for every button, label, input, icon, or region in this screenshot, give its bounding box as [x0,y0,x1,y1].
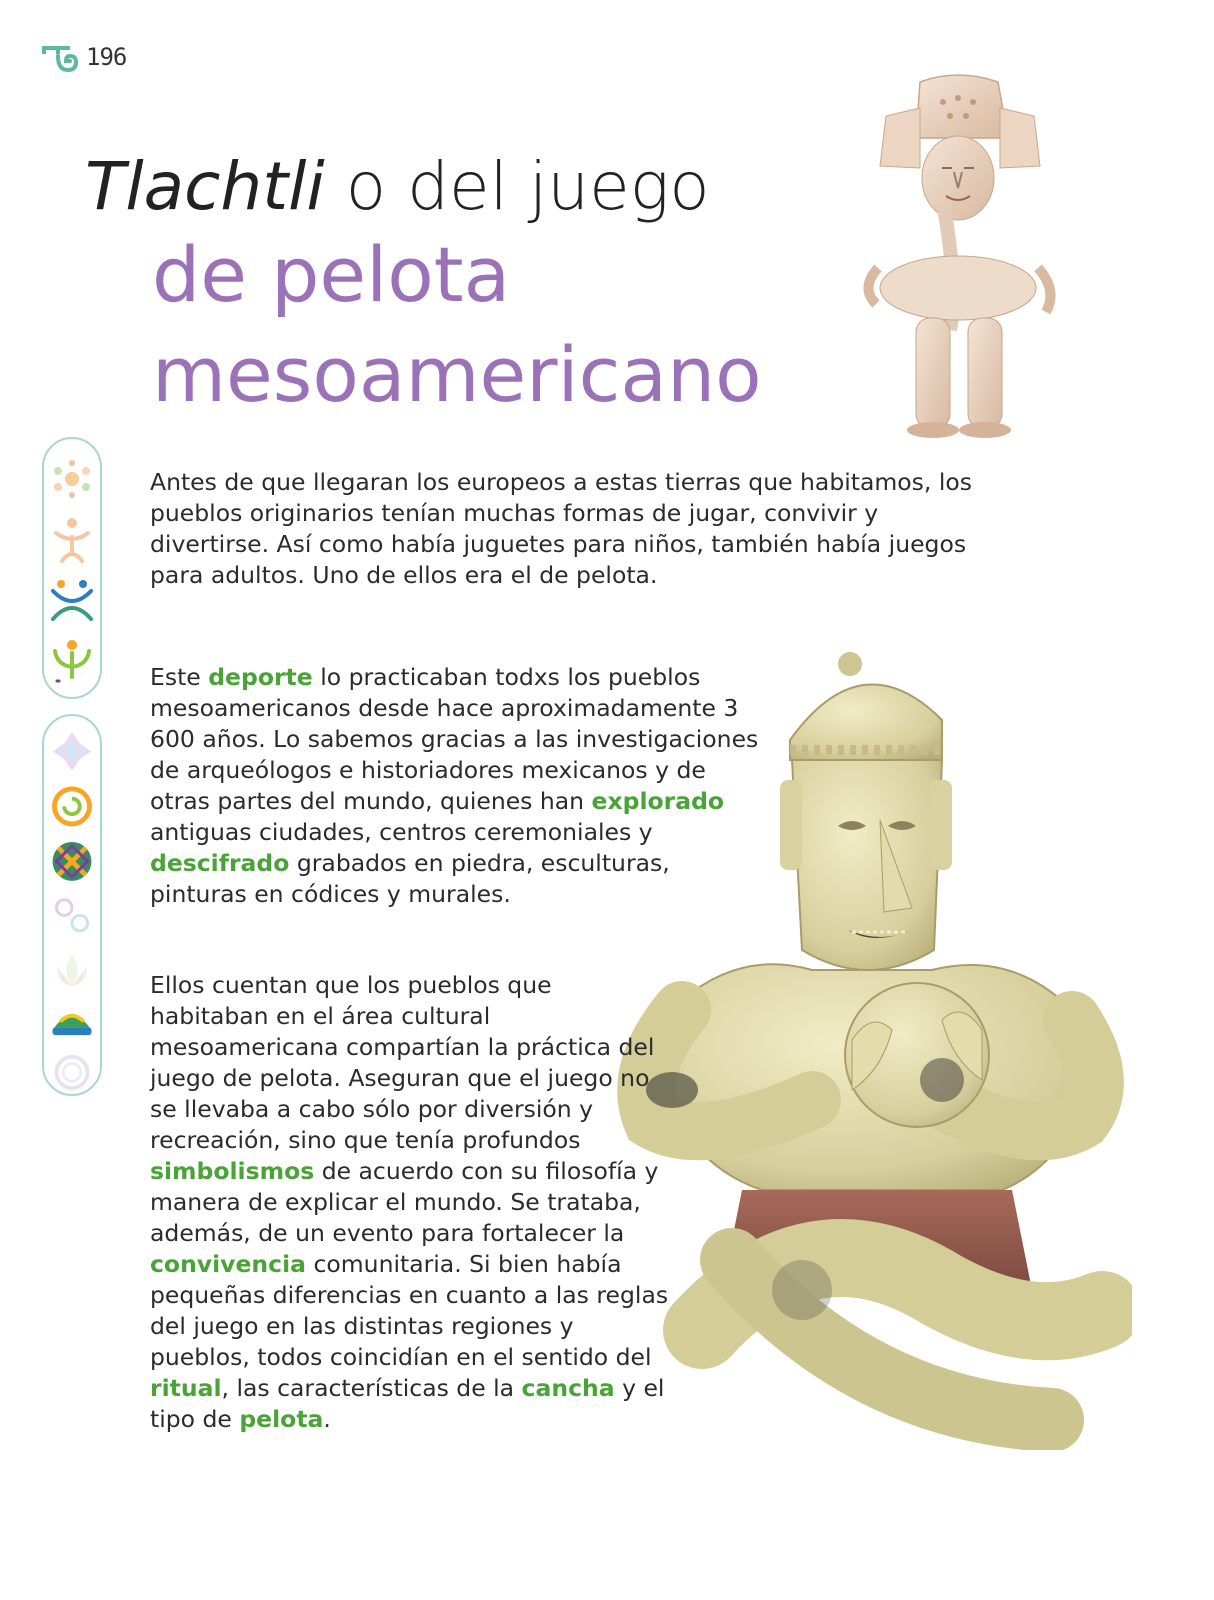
linked-rings-icon [50,894,94,937]
woven-square-icon [50,840,94,883]
keyword-explorado: explorado [591,787,725,815]
ballplayer-figurine-large [612,650,1132,1450]
keyword-deporte: deporte [208,663,313,691]
keyword-cancha: cancha [521,1374,615,1402]
lotus-icon [50,949,94,992]
dome-icon [50,1004,94,1039]
title-line-1 [85,148,710,225]
title-italic: Tlachtli [85,148,325,225]
sidebar-group-1 [42,437,102,699]
keyword-descifrado: descifrado [150,849,290,877]
keyword-ritual: ritual [150,1374,222,1402]
paragraph-deporte: Este deporte lo practicaban todxs los pueblos mesoamericanos desde hace aproximadamente 3 600 años. Lo sabemos gracias a las investigaciones de arqueólogos e historiadores mexicanos y de otras partes del mundo, quienes han explorado antiguas ciudades, centros ceremoniales y descifrado grabados en piedra, esculturas, pinturas en códices y murales. [150,663,759,908]
ballplayer-figurine-small [858,68,1063,440]
spiral-circle-icon [50,785,94,828]
page-number-text: 196 [86,43,127,71]
keyword-simbolismos: simbolismos [150,1157,315,1185]
paragraph-intro: Antes de que llegaran los europeos a estas tierras que habitamos, los pueblos originarios tenían muchas formas de jugar, convivir y divertirse. Así como había juguetes para niños, también había juegos para adultos. Uno de ellos era el de pelota. [150,468,972,589]
dancing-figure-icon [50,515,94,563]
linked-figures-icon [49,577,95,623]
diamond-star-icon [50,730,94,773]
paragraph-simbolismo: Ellos cuentan que los pueblos que habitaban en el área cultural mesoamericana compartían la práctica del juego de pelota. Aseguran que el juego no se llevaba a cabo sólo por diversión y recreación, sino que tenía profundos simbolismos de acuerdo con su filosofía y manera de explicar el mundo. Se trataba, además, de un evento para fortalecer la convivencia comunitaria. Si bien había pequeñas diferencias en cuanto a las reglas del juego en las distintas regiones y pueblos, todos coincidían en el sentido del ritual, las características de la cancha y el tipo de pelota. [150,971,669,1433]
community-dots-icon [50,457,94,501]
stepped-fret-icon [40,42,78,72]
title-rest: o del juego [324,148,710,225]
keyword-pelota: pelota [239,1405,324,1433]
title-line-2: de pelota [152,230,511,319]
sidebar-group-2 [42,714,102,1096]
page-number [40,42,126,72]
title-line-3: mesoamericano [152,330,762,419]
sprout-figure-icon [49,637,95,687]
keyword-convivencia: convivencia [150,1250,307,1278]
ring-icon [50,1051,94,1094]
